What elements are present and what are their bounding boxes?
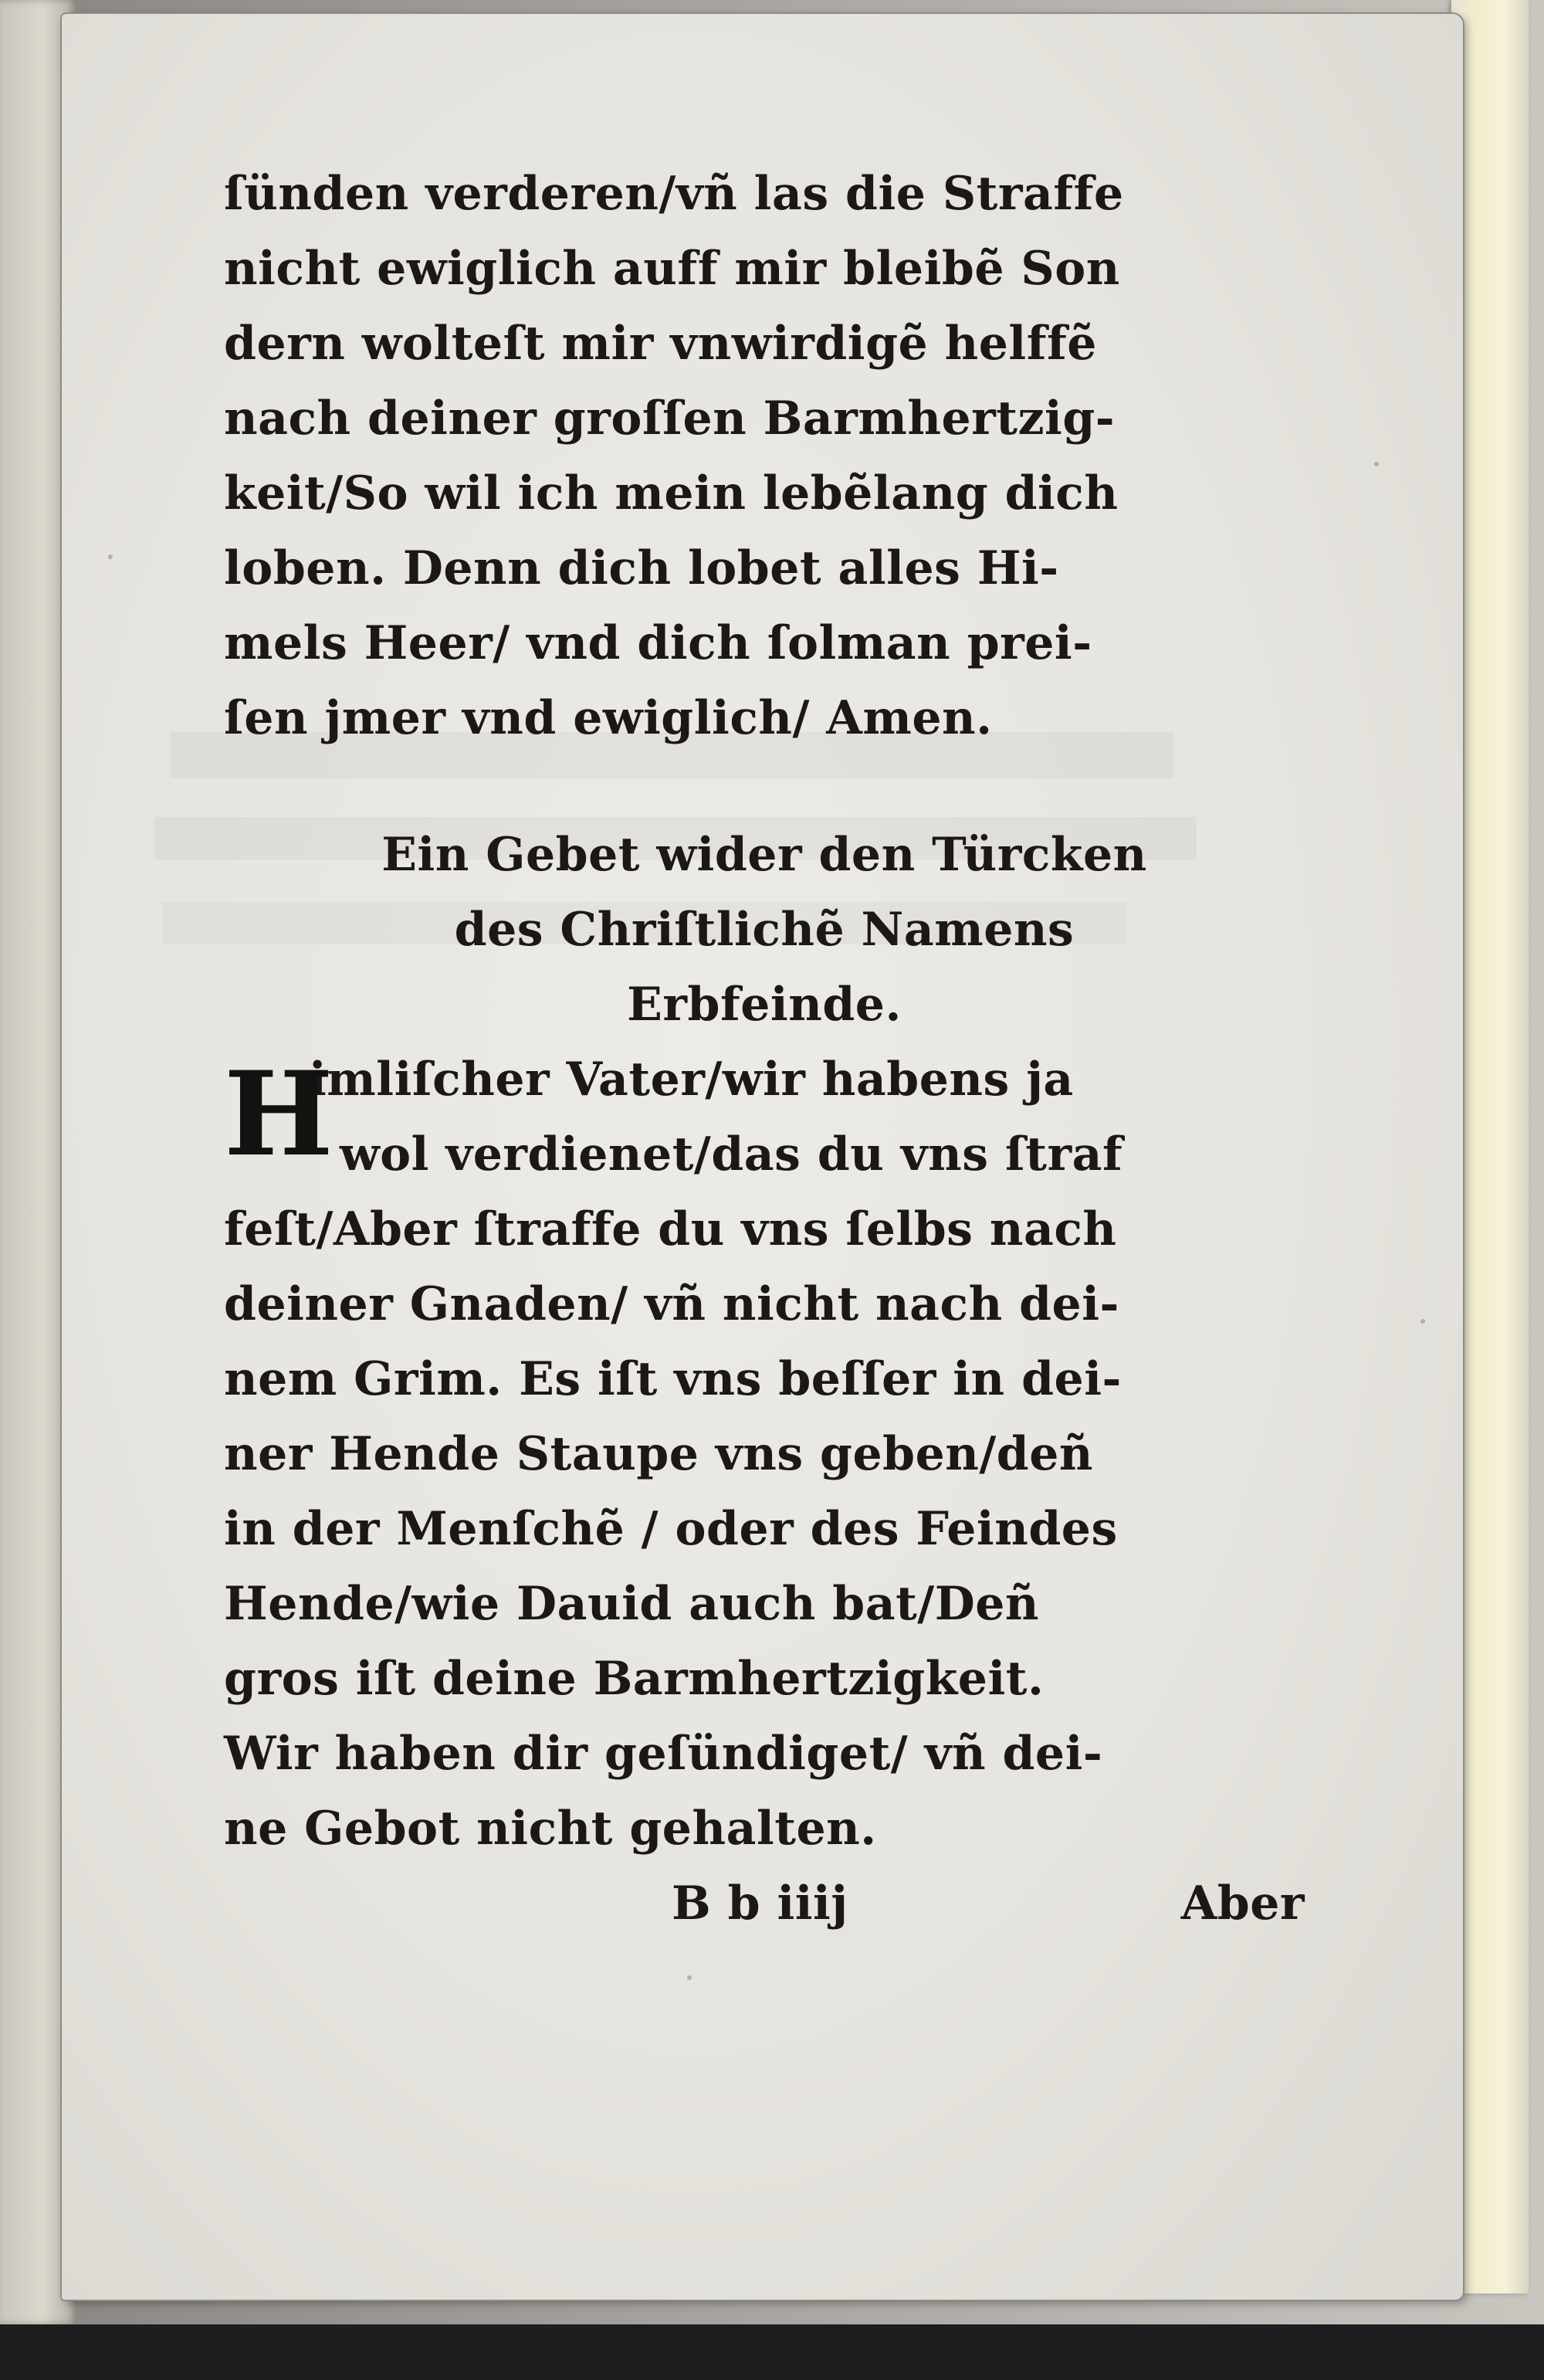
prayer-line: gros iſt deine Barmhertzigkeit. [224,1652,1045,1706]
body-line: keit/So wil ich mein lebẽlang dich [224,466,1119,520]
prayer-line: deiner Gnaden/ vñ nicht nach dei- [224,1277,1119,1331]
text-block [224,157,1305,1941]
body-line: mels Heer/ vnd dich ſolman prei- [224,616,1092,670]
book-page [62,14,1463,2300]
paper-speck [687,1975,692,1980]
section-gap [224,756,1305,818]
body-line: nach deiner groſſen Barmhertzig- [224,392,1116,446]
signature-mark: B b iiij [672,1877,848,1931]
prayer-line: Wir haben dir geſündiget/ vñ dei- [224,1727,1103,1781]
body-line: nicht ewiglich auff mir bleibẽ Son [224,242,1120,296]
catchword: Aber [1180,1877,1305,1931]
scan-background-bottom [0,2324,1544,2380]
prayer-line: ner Hende Staupe vns geben/deñ [224,1427,1094,1481]
prayer-line: Hende/wie Dauid auch bat/Deñ [224,1577,1040,1631]
body-line: ſünden verderen/vñ las die Straffe [224,167,1124,221]
paper-speck [1420,1319,1425,1324]
page-stack-edge [1451,0,1529,2294]
prayer-line: feſt/Aber ſtraffe du vns ſelbs nach [224,1202,1117,1256]
paper-speck [1374,462,1379,466]
initial-letter: H [224,1046,334,1182]
prayer-line: wol verdienet/das du vns ſtraf [340,1127,1123,1182]
paper-speck [108,554,113,559]
prayer-heading-line: des Chriſtlichẽ Namens [454,903,1075,957]
prayer-heading-line: Erbfeinde. [627,978,902,1032]
body-line: dern wolteſt mir vnwirdigẽ helffẽ [224,317,1097,371]
prayer-line: imliſcher Vater/wir habens ja [309,1053,1074,1107]
prayer-line: in der Menſchẽ / oder des Feindes [224,1502,1118,1556]
body-line: loben. Denn dich lobet alles Hi- [224,541,1059,595]
page-footer [224,1866,1305,1941]
prayer-heading-line: Ein Gebet wider den Türcken [381,828,1147,882]
prayer-line: ne Gebot nicht gehalten. [224,1802,877,1856]
body-line: ſen jmer vnd ewiglich/ Amen. [224,691,993,745]
prayer-line: nem Grim. Es iſt vns beſſer in dei- [224,1352,1122,1406]
prayer-opening [224,1043,1305,1192]
